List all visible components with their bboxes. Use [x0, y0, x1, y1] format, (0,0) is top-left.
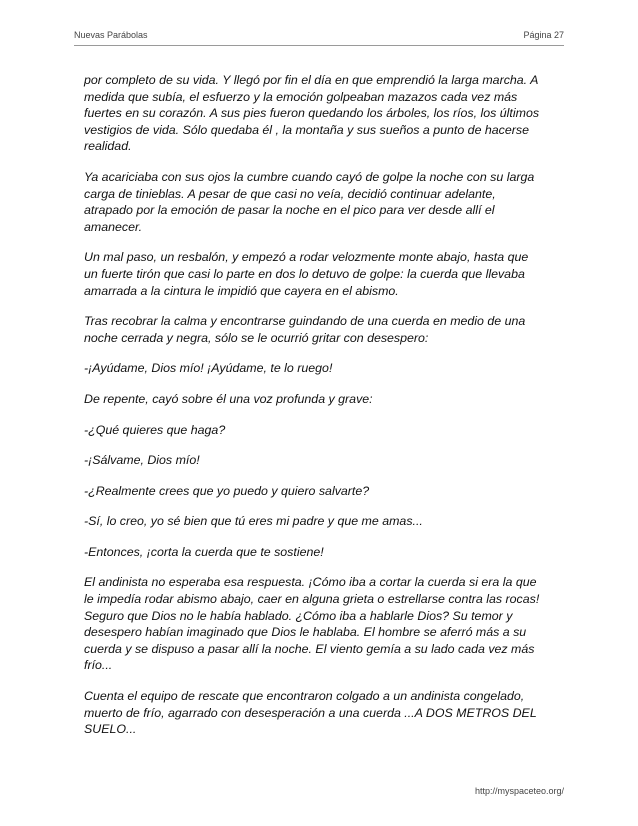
paragraph: De repente, cayó sobre él una voz profunda y grave:	[84, 391, 373, 406]
paragraph: Cuenta el equipo de rescate que encontraron colgado a un andinista congelado, muerto de frío, agarrado con desesperación a una cuerda ...A DOS METROS DEL SUELO...	[84, 689, 537, 737]
paragraph: Ya acariciaba con sus ojos la cumbre cuando cayó de golpe la noche con su larga carga de tinieblas. A pesar de que casi no veía, decidió continuar adelante, atrapado por la emoción de pasar la noche en el pico para ver desde allí el amanecer.	[84, 169, 535, 234]
footer-url: http://myspaceteo.org/	[474, 786, 564, 796]
paragraph: Tras recobrar la calma y encontrarse guindando de una cuerda en medio de una noche cerrada y negra, sólo se le ocurrió gritar con desespero:	[84, 314, 526, 345]
document-title: Nuevas Parábolas	[74, 30, 148, 40]
dialogue-line: -Sí, lo creo, yo sé bien que tú eres mi padre y que me amas...	[84, 514, 423, 529]
page-number: Página 27	[523, 30, 564, 40]
dialogue-line: -¿Qué quieres que haga?	[84, 422, 226, 437]
dialogue-line: -¡Ayúdame, Dios mío! ¡Ayúdame, te lo ruego!	[84, 361, 333, 376]
dialogue-line: -Entonces, ¡corta la cuerda que te sostiene!	[84, 544, 324, 559]
paragraph: por completo de su vida. Y llegó por fin el día en que emprendió la larga marcha. A medida que subía, el esfuerzo y la emoción golpeaban mazazos cada vez más fuertes en su corazón. A sus pies fueron quedando los árboles, los ríos, los últimos vestigios de vida. Sólo quedaba él , la montaña y sus sueños a punto de hacerse realidad.	[84, 73, 540, 154]
page-header	[74, 30, 564, 44]
dialogue-line: -¡Sálvame, Dios mío!	[84, 453, 200, 468]
document-body	[84, 72, 544, 752]
paragraph: Un mal paso, un resbalón, y empezó a rodar velozmente monte abajo, hasta que un fuerte tirón que casi lo parte en dos lo detuvo de golpe: la cuerda que llevaba amarrada a la cintura le impidió que cayera en el abismo.	[84, 250, 529, 298]
paragraph: El andinista no esperaba esa respuesta. ¡Cómo iba a cortar la cuerda si era la que le impedía rodar abismo abajo, caer en alguna grieta o estrellarse contra las rocas! Seguro que Dios no le había hablado. ¿Cómo iba a hablarle Dios? Su temor y desespero habían imaginado que Dios le hablaba. El hombre se aferró más a su cuerda y se dispuso a pasar allí la noche. El viento gemía a su lado cada vez más frío...	[84, 575, 540, 673]
dialogue-line: -¿Realmente crees que yo puedo y quiero salvarte?	[84, 483, 370, 498]
header-divider	[74, 45, 564, 46]
